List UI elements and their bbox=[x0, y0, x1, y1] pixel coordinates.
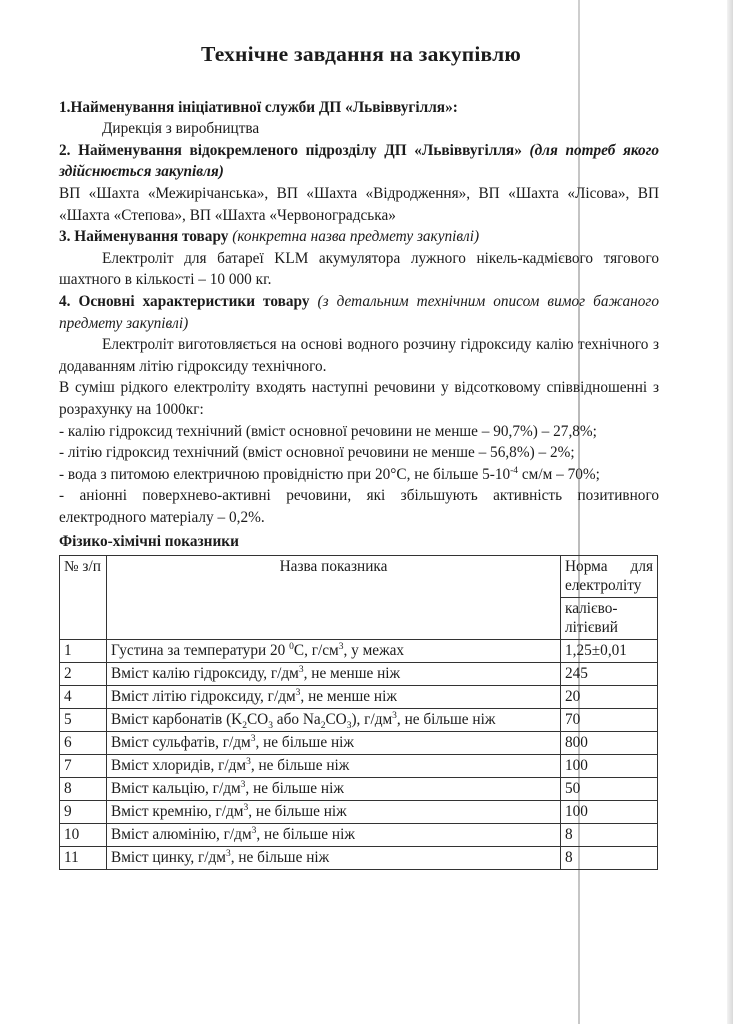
row-text: , не менше ніж bbox=[303, 665, 401, 683]
document bbox=[59, 44, 659, 870]
row-text: Вміст сульфатів, г/дм bbox=[111, 734, 251, 752]
row-text: Вміст кремнію, г/дм bbox=[111, 803, 244, 821]
table-header-name: Назва показника bbox=[107, 556, 561, 640]
row-value: 100 bbox=[561, 801, 658, 824]
row-indicator bbox=[107, 778, 561, 801]
row-sub: 2 bbox=[242, 721, 247, 732]
row-indicator bbox=[107, 801, 561, 824]
section-4-para-2: В суміш рідкого електроліту входять наступні речовини у відсотковому співвідношенні з розрахунку на 1000кг: bbox=[59, 379, 659, 418]
composition-item-3-exponent: -4 bbox=[510, 465, 519, 476]
row-sup: 3 bbox=[338, 641, 344, 652]
row-text: Вміст хлоридів, г/дм bbox=[111, 757, 247, 775]
composition-item-4: - аніонні поверхнево-активні речовини, які збільшують активність позитивного електродного матеріалу – 0,2%. bbox=[59, 487, 659, 526]
row-sup: 3 bbox=[243, 802, 249, 813]
document-title: Технічне завдання на закупівлю bbox=[201, 42, 521, 66]
row-value: 100 bbox=[561, 755, 658, 778]
row-number: 4 bbox=[60, 686, 107, 709]
composition-item-3-a: - вода з питомою електричною провідністю при 20°С, не більше 5-10 bbox=[59, 465, 511, 483]
row-number: 10 bbox=[60, 824, 107, 847]
row-text: , не більше ніж bbox=[255, 734, 354, 752]
table-row bbox=[60, 640, 658, 663]
row-value: 245 bbox=[561, 663, 658, 686]
section-3-note: (конкретна назва предмету закупівлі) bbox=[232, 228, 480, 246]
row-value: 8 bbox=[561, 847, 658, 870]
row-sup: 3 bbox=[225, 848, 231, 859]
row-text: Вміст алюмінію, г/дм bbox=[111, 826, 252, 844]
row-sub: 3 bbox=[268, 721, 273, 732]
row-number: 11 bbox=[60, 847, 107, 870]
row-indicator bbox=[107, 755, 561, 778]
row-sup: 3 bbox=[298, 664, 304, 675]
table-caption: Фізико-хімічні показники bbox=[59, 533, 239, 551]
section-2-value: ВП «Шахта «Межирічанська», ВП «Шахта «Відродження», ВП «Шахта «Лісова», ВП «Шахта «Степова», ВП «Шахта «Червоноградська» bbox=[59, 184, 659, 224]
table-header-norm: Норма для електроліту bbox=[561, 556, 658, 598]
row-sub: 2 bbox=[320, 721, 326, 732]
row-text: , не більше ніж bbox=[248, 803, 347, 821]
table-row bbox=[60, 847, 658, 870]
row-sup: 3 bbox=[246, 756, 251, 767]
row-value: 800 bbox=[561, 732, 658, 755]
row-number: 6 bbox=[60, 732, 107, 755]
row-text: , не більше ніж bbox=[250, 757, 350, 775]
row-text: Густина за температури 20 bbox=[111, 642, 290, 660]
composition-item-3-b: см/м – 70%; bbox=[518, 465, 600, 483]
table-row bbox=[60, 824, 658, 847]
row-text: або Na bbox=[272, 711, 321, 729]
row-indicator bbox=[107, 847, 561, 870]
row-text: , не більше ніж bbox=[245, 780, 344, 798]
section-1-heading: 1.Найменування ініціативної служби ДП «Львіввугілля»: bbox=[59, 98, 458, 116]
row-sup: 3 bbox=[392, 710, 397, 721]
row-indicator bbox=[107, 640, 561, 663]
row-indicator bbox=[107, 709, 561, 732]
row-value: 1,25±0,01 bbox=[561, 640, 658, 663]
row-sub: 3 bbox=[346, 721, 352, 732]
row-text: С, г/см bbox=[293, 642, 339, 660]
row-indicator bbox=[107, 663, 561, 686]
section-4-heading bbox=[59, 291, 659, 334]
section-1-value: Дирекція з виробництва bbox=[102, 120, 260, 138]
composition-item-3 bbox=[59, 464, 659, 486]
section-3-heading-text: 3. Найменування товару bbox=[59, 228, 229, 246]
table-header-subtype: калієво-літієвий bbox=[561, 598, 658, 640]
section-4-heading-text: 4. Основні характеристики товару bbox=[59, 292, 310, 310]
row-text: , у межах bbox=[343, 642, 405, 660]
table-row bbox=[60, 778, 658, 801]
section-4-para-1: Електроліт виготовляється на основі водного розчину гідроксиду калію технічного з додаванням літію гідроксиду технічного. bbox=[59, 336, 659, 375]
row-text: Вміст кальцію, г/дм bbox=[111, 780, 241, 798]
row-text: CO bbox=[325, 711, 347, 729]
row-text: , не більше ніж bbox=[230, 849, 330, 867]
row-number: 2 bbox=[60, 663, 107, 686]
scan-page-edge bbox=[727, 0, 733, 1024]
section-4-note: (з детальним технічним описом вимог бажаного предмету закупівлі) bbox=[59, 292, 659, 332]
row-sup: 3 bbox=[251, 825, 257, 836]
row-text: , не більше ніж bbox=[256, 826, 355, 844]
row-number: 8 bbox=[60, 778, 107, 801]
row-text: Вміст карбонатів (K bbox=[111, 711, 243, 729]
row-text: ), г/дм bbox=[351, 711, 393, 729]
row-value: 70 bbox=[561, 709, 658, 732]
section-2-heading bbox=[59, 140, 659, 183]
row-text: Вміст літію гідроксиду, г/дм bbox=[111, 688, 296, 706]
row-sup: 0 bbox=[289, 641, 294, 652]
indicators-table bbox=[59, 555, 658, 870]
row-text: , не менше ніж bbox=[300, 688, 397, 706]
row-text: Вміст цинку, г/дм bbox=[111, 849, 226, 867]
table-row bbox=[60, 801, 658, 824]
row-indicator bbox=[107, 686, 561, 709]
row-number: 9 bbox=[60, 801, 107, 824]
table-row bbox=[60, 686, 658, 709]
section-2-note: (для потреб якого здійснюється закупівля) bbox=[59, 141, 660, 181]
row-number: 1 bbox=[60, 640, 107, 663]
row-sup: 3 bbox=[250, 733, 256, 744]
table-row bbox=[60, 755, 658, 778]
row-indicator bbox=[107, 824, 561, 847]
table-header-number: № з/п bbox=[60, 556, 107, 640]
composition-item-2: - літію гідроксид технічний (вміст основної речовини не менше – 56,8%) – 2%; bbox=[59, 444, 575, 462]
table-row bbox=[60, 709, 658, 732]
composition-item-1: - калію гідроксид технічний (вміст основної речовини не менше – 90,7%) – 27,8%; bbox=[59, 422, 597, 440]
section-3-value: Електроліт для батареї KLM акумулятора лужного нікель-кадмієвого тягового шахтного в кількості – 10 000 кг. bbox=[59, 249, 659, 289]
row-text: CO bbox=[246, 711, 269, 729]
table-row bbox=[60, 732, 658, 755]
row-value: 50 bbox=[561, 778, 658, 801]
section-2-heading-text: 2. Найменування відокремленого підрозділу ДП «Львіввугілля» bbox=[59, 141, 522, 159]
row-text: , не більше ніж bbox=[396, 711, 496, 729]
row-value: 20 bbox=[561, 686, 658, 709]
row-indicator bbox=[107, 732, 561, 755]
row-value: 8 bbox=[561, 824, 658, 847]
table-row bbox=[60, 663, 658, 686]
section-3-heading bbox=[59, 226, 659, 248]
row-sup: 3 bbox=[240, 779, 246, 790]
row-text: Вміст калію гідроксиду, г/дм bbox=[111, 665, 299, 683]
row-number: 7 bbox=[60, 755, 107, 778]
row-sup: 3 bbox=[295, 687, 301, 698]
row-number: 5 bbox=[60, 709, 107, 732]
